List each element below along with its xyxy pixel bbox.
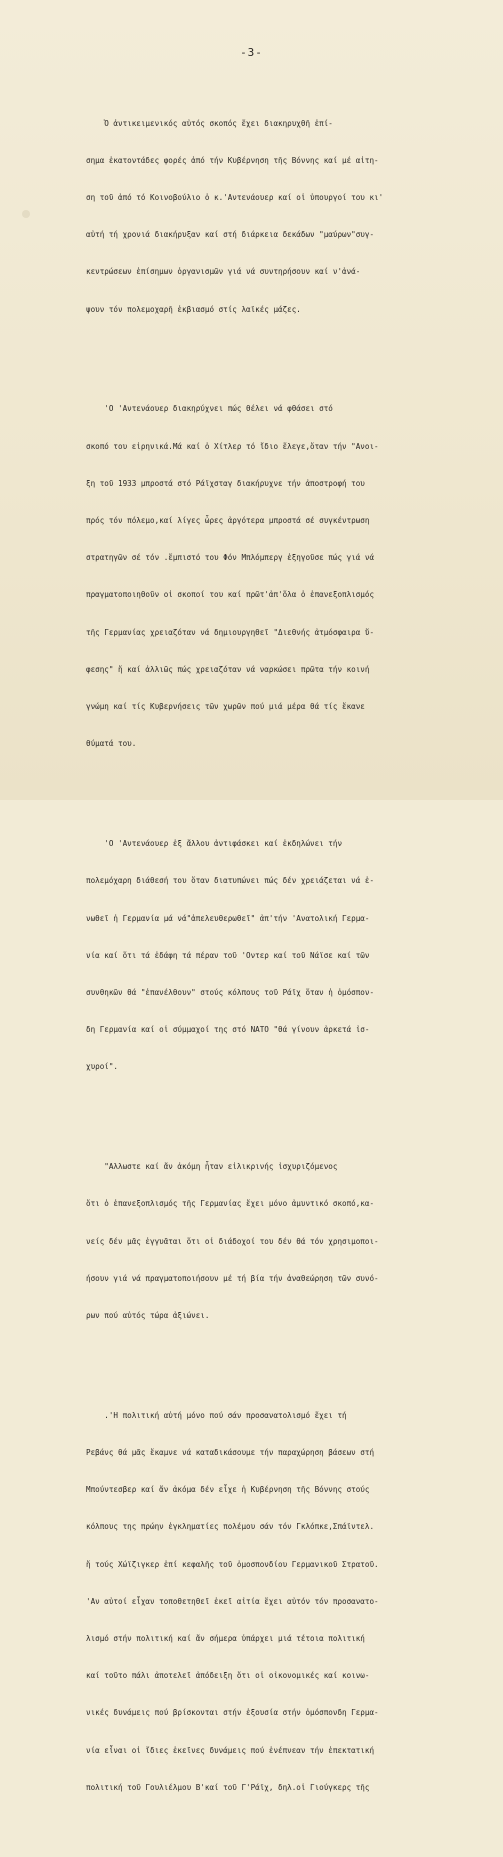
paragraph-1: [86, 93, 478, 341]
text-line: 'Αν αὐτοί εἶχαν τοποθετηθεῖ ἐκεῖ αἰτία ἔχει αὐτόν τόν προσανατο-: [86, 1596, 379, 1606]
text-line: ψουν τόν πολεμοχαρῆ ἐκβιασμό στίς λαϊκές μάζες.: [86, 304, 301, 314]
page-number: -3-: [240, 46, 263, 59]
text-line: Μπούντεσβερ καί ἄν ἀκόμα δέν εἶχε ἡ Κυβέρνηση τῆς Βόννης στούς: [86, 1485, 370, 1495]
text-line: "Αλλωστε καί ἄν ἀκόμη ἦταν εἰλικρινής ἰσχυριζόμενος: [86, 1162, 338, 1172]
text-line: σημα ἑκατοντάδες φορές ἀπό τήν Κυβέρνηση τῆς Βόννης καί μέ αἰτη-: [86, 155, 379, 165]
text-line: στρατηγῶν σέ τόν .ἔμπιστό του Φόν Μπλόμπεργ ἐξηγοῦσε πώς γιά νά: [86, 553, 375, 563]
text-line: ρων πού αὐτός τώρα ἀξιώνει.: [86, 1310, 210, 1320]
text-line: 'Ο 'Αντενάουερ διακηρύχνει πώς θέλει νά φθάσει στό: [86, 404, 333, 414]
text-line: ξη τοῦ 1933 μπροστά στό Ράϊχσταγ διακήρυχνε τήν ἀποστροφή του: [86, 478, 365, 488]
text-line: 'Ο 'Αντενάουερ ἐξ ἄλλου ἀντιφάσκει καί ἐκδηλώνει τήν: [86, 839, 343, 849]
text-line: νία εἶναι οἱ ἴδιες ἐκεῖνες δυνάμεις πού ἐνέπνεαν τήν ἐπεκτατική: [86, 1745, 375, 1755]
text-line: λισμό στήν πολιτική καί ἄν σήμερα ὑπάρχει μιά τέτοια πολιτική: [86, 1634, 365, 1644]
text-line: αὐτή τή χρονιά διακήρυξαν καί στή διάρκεια δεκάδων "μαύρων"συγ-: [86, 230, 375, 240]
text-line: νείς δέν μᾶς ἐγγυᾶται ὅτι οἱ διάδοχοί του δέν θά τόν χρησιμοποι-: [86, 1236, 379, 1246]
paragraph-5: [86, 1385, 478, 1819]
text-line: σκοπό του εἰρηνικά.Μά καί ὁ Χίτλερ τό ἴδιο ἔλεγε,ὅταν τήν "Ανοι-: [86, 441, 379, 451]
text-line: κεντρώσεων ἐπίσημων ὀργανισμῶν γιά νά συντηρήσουν καί ν'ἀνά-: [86, 267, 361, 277]
text-line: πρός τόν πόλεμο,καί λίγες ὧρες ἀργότερα μπροστά σέ συγκέντρωση: [86, 516, 370, 526]
text-line: πολιτική τοῦ Γουλιέλμου Β'καί τοῦ Γ'Ράϊχ, δηλ.οἱ Γιούγκερς τῆς: [86, 1782, 370, 1792]
text-line: ὅτι ὁ ἐπανεξοπλισμός τῆς Γερμανίας ἔχει μόνο ἀμυντικό σκοπό,κα-: [86, 1199, 375, 1209]
text-line: κόλπους της πρώην ἐγκληματίες πολέμου σάν τόν Γκλόπκε,Σπάϊντελ.: [86, 1522, 375, 1532]
text-line: Ρεβάνς θά μᾶς ἔκαμνε νά καταδικάσουμε τήν παραχώρηση βάσεων στή: [86, 1448, 375, 1458]
text-line: ήσουν γιά νά πραγματοποιήσουν μέ τή βία τήν ἀναθεώρηση τῶν συνό-: [86, 1273, 379, 1283]
paragraph-4: [86, 1136, 478, 1347]
text-line: πολεμόχαρη διάθεσή του ὅταν διατυπώνει πώς δέν χρειάζεται νά ἑ-: [86, 876, 375, 886]
paragraph-3: [86, 813, 478, 1098]
text-line: καί τοῦτο πάλι ἀποτελεῖ ἀπόδειξη ὅτι οἱ οἰκονομικές καί κοινω-: [86, 1671, 370, 1681]
paper-mark: [22, 210, 30, 218]
text-line: τῆς Γερμανίας χρειαζόταν νά δημιουργηθεῖ "Διεθνής ἀτμόσφαιρα ὕ-: [86, 627, 375, 637]
text-line: ἤ τούς Χώϊζιγκερ ἐπί κεφαλῆς τοῦ ὁμοσπονδίου Γερμανικοῦ Στρατοῦ.: [86, 1559, 379, 1569]
text-line: νία καί ὅτι τά ἐδάφη τά πέραν τοῦ 'Οντερ καί τοῦ Νάϊσε καί τῶν: [86, 950, 370, 960]
text-line: δη Γερμανία καί οἱ σύμμαχοί της στό ΝΑΤΟ "θά γίνουν ἀρκετά ἰσ-: [86, 1025, 370, 1035]
text-line: .'Η πολιτική αὐτή μόνο πού σάν προσανατολισμό ἔχει τή: [86, 1410, 347, 1420]
text-line: νωθεῖ ἡ Γερμανία μά νά"ἀπελευθερωθεῖ" ἀπ'τήν 'Ανατολική Γερμα-: [86, 913, 370, 923]
text-line: χυροί".: [86, 1062, 119, 1072]
paragraph-2: [86, 379, 478, 776]
text-line: συνθηκῶν θά "ἐπανέλθουν" στούς κόλπους τοῦ Ράϊχ ὅταν ἡ ὁμόσπον-: [86, 987, 375, 997]
text-line: ση τοῦ ἀπό τό Κοινοβούλιο ὁ κ.'Αντενάουερ καί οἱ ὑπουργοί του κι': [86, 193, 384, 203]
text-line: γνώμη καί τίς Κυβερνήσεις τῶν χωρῶν πού μιά μέρα θά τίς ἔκανε: [86, 702, 365, 712]
text-line: φεσης" ἤ καί ἀλλιῶς πώς χρειαζόταν νά ναρκώσει πρῶτα τήν κοινή: [86, 664, 370, 674]
text-line: Ὁ ἀντικειμενικός αὐτός σκοπός ἔχει διακηρυχθῆ ἐπί-: [86, 118, 333, 128]
text-line: θύματά του.: [86, 739, 137, 749]
text-line: νικές δυνάμεις πού βρίσκονται στήν ἐξουσία στήν ὁμόσπονδη Γερμα-: [86, 1708, 379, 1718]
text-line: πραγματοποιηθοῦν οἱ σκοποί του καί πρῶτ'ἀπ'ὅλα ὁ ἐπανεξοπλισμός: [86, 590, 375, 600]
document-body: [86, 68, 478, 1857]
